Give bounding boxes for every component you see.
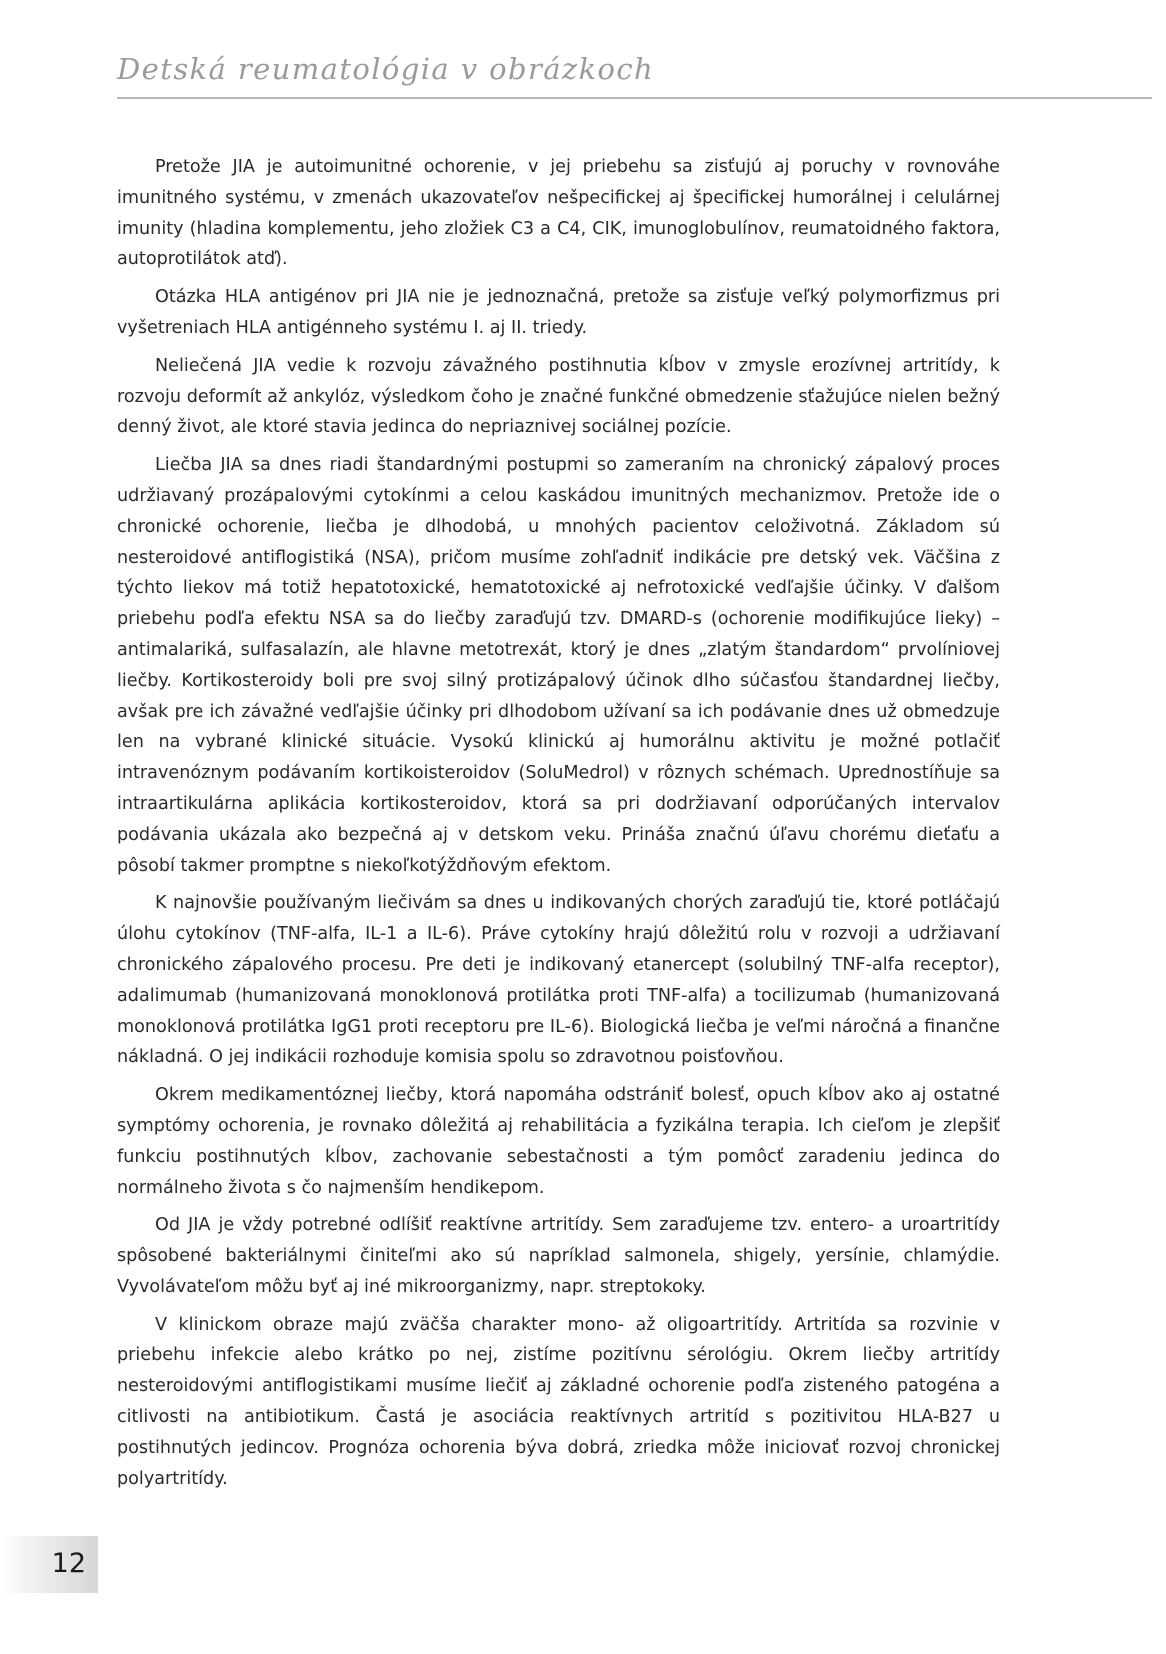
paragraph-biologic-therapy: K najnovšie používaným liečivám sa dnes u indikovaných chorých zaraďujú tie, ktoré potláčajú úlohu cytokínov (TNF-alfa, IL-1 a IL-6). Práve cytokíny hrajú dôležitú rolu v rozvoji a udržiavaní chronického zápalového procesu. Pre deti je indikovaný etanercept (solubilný TNF-alfa receptor), adalimumab (humanizovaná monoklonová protilátka proti TNF-alfa) a tocilizumab (humanizovaná monoklonová protilátka IgG1 proti receptoru pre IL-6). Biologická liečba je veľmi náročná a finančne nákladná. O jej indikácii rozhoduje komisia spolu so zdravotnou poisťovňou. bbox=[117, 893, 1000, 1068]
paragraph-jia-treatment: Liečba JIA sa dnes riadi štandardnými postupmi so zameraním na chronický zápalový proces udržiavaný prozápalovými cytokínmi a celou kaskádou imunitných mechanizmov. Pretože ide o chronické ochorenie, liečba je dlhodobá, u mnohých pacientov celoživotná. Základom sú nesteroidové antiflogistiká (NSA), pričom musíme zohľadniť indikácie pre detský vek. Väčšina z týchto liekov má totiž hepatotoxické, hematotoxické aj nefrotoxické vedľajšie účinky. V ďalšom priebehu podľa efektu NSA sa do liečby zaraďujú tzv. DMARD-s (ochorenie modifikujúce lieky) – antimalariká, sulfasalazín, ale hlavne metotrexát, ktorý je dnes „zlatým štandardom“ prvolíniovej liečby. Kortikosteroidy boli pre svoj silný protizápalový účinok dlho súčasťou štandardnej liečby, avšak pre ich závažné vedľajšie účinky pri dlhodobom užívaní sa ich podávanie dnes už obmedzuje len na vybrané klinické situácie. Vysokú klinickú aj humorálnu aktivitu je možné potlačiť intravenóznym podávaním kortikoisteroidov (SoluMedrol) v rôznych schémach. Uprednostíňuje sa intraartikulárna aplikácia kortikosteroidov, ktorá sa pri dodržiavaní odporúčaných intervalov podávania ukázala ako bezpečná aj v detskom veku. Prináša značnú úľavu chorému dieťaťu a pôsobí takmer promptne s niekoľkotýždňovým efektom. bbox=[117, 455, 1000, 876]
body-text bbox=[117, 152, 1000, 1501]
paragraph-untreated-jia: Neliečená JIA vedie k rozvoju závažného postihnutia kĺbov v zmysle erozívnej artritídy, k rozvoju deformít až ankylóz, výsledkom čoho je značné funkčné obmedzenie sťažujúce nielen bežný denný život, ale ktoré stavia jedinca do nepriaznivej sociálnej pozície. bbox=[117, 355, 1000, 438]
paragraph-reactive-arthritis: Od JIA je vždy potrebné odlíšiť reaktívne artritídy. Sem zaraďujeme tzv. entero- a uroartritídy spôsobené bakteriálnymi činiteľmi ako sú napríklad salmonela, shigely, yersínie, chlamýdie. Vyvolávateľom môžu byť aj iné mikroorganizmy, napr. streptokoky. bbox=[117, 1215, 1000, 1297]
page-number-tab bbox=[0, 1536, 98, 1593]
running-header-title: Detská reumatológia v obrázkoch bbox=[117, 52, 655, 86]
paragraph-hla-antigens: Otázka HLA antigénov pri JIA nie je jednoznačná, pretože sa zisťuje veľký polymorfizmus pri vyšetreniach HLA antigénneho systému I. aj II. triedy. bbox=[117, 287, 1000, 338]
page-number: 12 bbox=[51, 1548, 86, 1579]
paragraph-immune-disorders: Pretože JIA je autoimunitné ochorenie, v jej priebehu sa zisťujú aj poruchy v rovnováhe imunitného systému, v zmenách ukazovateľov nešpecifickej aj špecifickej humorálnej i celulárnej imunity (hladina komplementu, jeho zložiek C3 a C4, CIK, imunoglobulínov, reumatoidného faktora, autoprotilátok atď). bbox=[117, 157, 1000, 270]
header-divider bbox=[117, 97, 1152, 99]
paragraph-rehabilitation: Okrem medikamentóznej liečby, ktorá napomáha odstrániť bolesť, opuch kĺbov ako aj ostatné symptómy ochorenia, je rovnako dôležitá aj rehabilitácia a fyzikálna terapia. Ich cieľom je zlepšiť funkciu postihnutých kĺbov, zachovanie sebestačnosti a tým pomôcť zaradeniu jedinca do normálneho života s čo najmenším hendikepom. bbox=[117, 1085, 1000, 1198]
paragraph-clinical-picture: V klinickom obraze majú zväčša charakter mono- až oligoartritídy. Artritída sa rozvinie v priebehu infekcie alebo krátko po nej, zistíme pozitívnu sérológiu. Okrem liečby artritídy nesteroidovými antiflogistikami musíme liečiť aj základné ochorenie podľa zisteného patogéna a citlivosti na antibiotikum. Častá je asociácia reaktívnych artritíd s pozitivitou HLA-B27 u postihnutých jedincov. Prognóza ochorenia býva dobrá, zriedka môže iniciovať rozvoj chronickej polyartritídy. bbox=[117, 1314, 1000, 1489]
